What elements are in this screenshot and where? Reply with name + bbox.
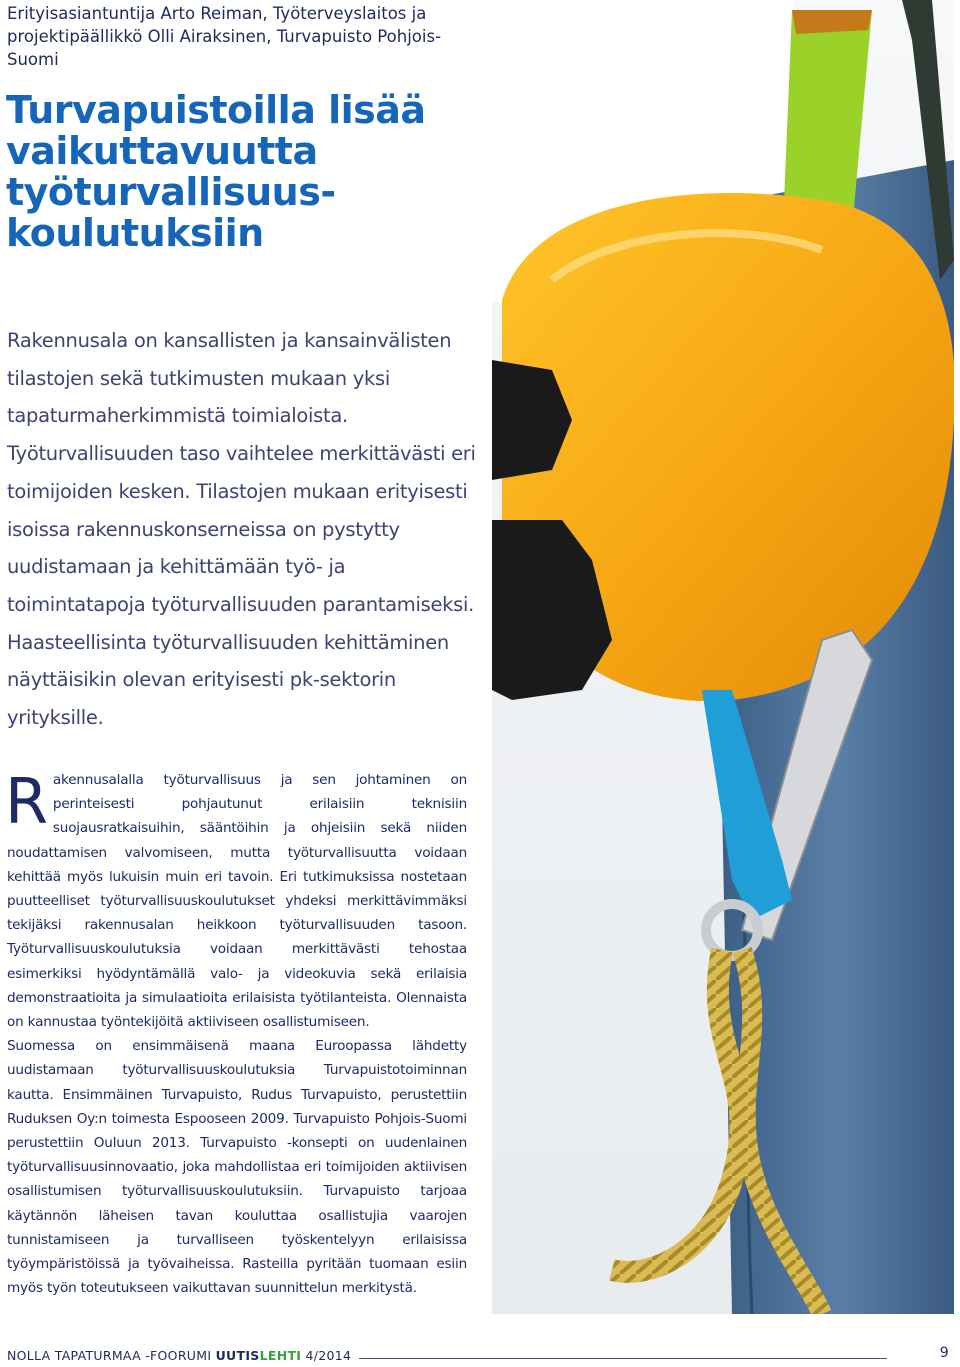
headline-line: työturvallisuus- bbox=[6, 170, 336, 214]
footer-issue: 4/2014 bbox=[305, 1348, 352, 1363]
article-byline: Erityisasiantuntija Arto Reiman, Työterveyslaitos ja projektipäällikkö Olli Airaksinen, Turvapuisto Pohjois-Suomi bbox=[7, 4, 442, 69]
headline-line: Turvapuistoilla lisää bbox=[6, 88, 426, 132]
body-paragraph bbox=[5, 765, 467, 1034]
body-paragraph: Suomessa on ensimmäisenä maana Euroopassa lähdetty uudistamaan työturvallisuuskoulutuksia Turvapuistotoiminnan kautta. Ensimmäinen Turvapuisto, Rudus Turvapuisto, perustettiin Ruduksen Oy:n toimesta Espooseen 2009. Turvapuisto Pohjois-Suomi perustettiin Ouluun 2013. Turvapuisto -konsepti on uudenlainen työturvallisuusinnovaatio, joka mahdollistaa eri toimijoiden aktiivisen osallistumisen työturvallisuuskoulutuksiin. Turvapuisto tarjoaa käytännön läheisen tavan kouluttaa osallistujia vaarojen tunnistamiseen ja turvalliseen työskentelyyn erilaisissa työympäristöissä ja työvaiheissa. Rasteilla pyritään tuomaan esiin myös työn toteutukseen vaikuttavan suunnittelun merkitystä. bbox=[7, 1038, 467, 1297]
page-footer bbox=[7, 1345, 957, 1366]
footer-publication bbox=[7, 1348, 351, 1363]
hero-photo bbox=[492, 0, 954, 1314]
worker-with-helmet-illustration bbox=[492, 0, 954, 1314]
headline-line: vaikuttavuutta bbox=[6, 129, 318, 173]
footer-rule bbox=[359, 1358, 887, 1359]
headline-line: koulutuksiin bbox=[6, 211, 264, 255]
article-body bbox=[5, 765, 467, 1300]
footer-brand-part1: UUTIS bbox=[215, 1348, 260, 1363]
page-number: 9 bbox=[939, 1345, 949, 1361]
article-lead: Rakennusala on kansallisten ja kansainvälisten tilastojen sekä tutkimusten mukaan yksi tapaturmaherkimmistä toimialoista. Työturvallisuuden taso vaihtelee merkittävästi eri toimijoiden kesken. Tilastojen mukaan erityisesti isoissa rakennuskonserneissa on pystytty uudistamaan ja kehittämään työ- ja toimintatapoja työturvallisuuden parantamiseksi. Haasteellisinta työturvallisuuden kehittäminen näyttäisikin olevan erityisesti pk-sektorin yrityksille. bbox=[7, 329, 476, 730]
strap-buckle bbox=[792, 10, 872, 34]
body-paragraph-text: akennusalalla työturvallisuus ja sen johtaminen on perinteisesti pohjautunut erilaisiin teknisiin suojausratkaisuihin, sääntöihin ja ohjeisiin sekä niiden noudattamisen valvomiseen, mutta työturvallisuutta voidaan kehittää myös lukuisin muin eri tavoin. Eri tutkimuksissa nostetaan puutteelliset työturvallisuuskoulutukset yhdeksi merkittävimmäksi tekijäksi rakennusalan heikkoon työturvallisuuden tasoon. Työturvallisuuskoulutuksia voidaan merkittävästi tehostaa esimerkiksi hyödyntämällä valo- ja videokuvia sekä erilaisia demonstraatioita ja simulaatioita erilaisista työtilanteista. Olennaista on kannustaa työntekijöitä aktiiviseen osallistumiseen. bbox=[7, 772, 467, 1031]
article-headline bbox=[6, 90, 486, 254]
drop-cap: R bbox=[5, 765, 48, 838]
footer-prefix: NOLLA TAPATURMAA -FOORUMI bbox=[7, 1348, 212, 1363]
footer-brand-part2: LEHTI bbox=[259, 1348, 302, 1363]
